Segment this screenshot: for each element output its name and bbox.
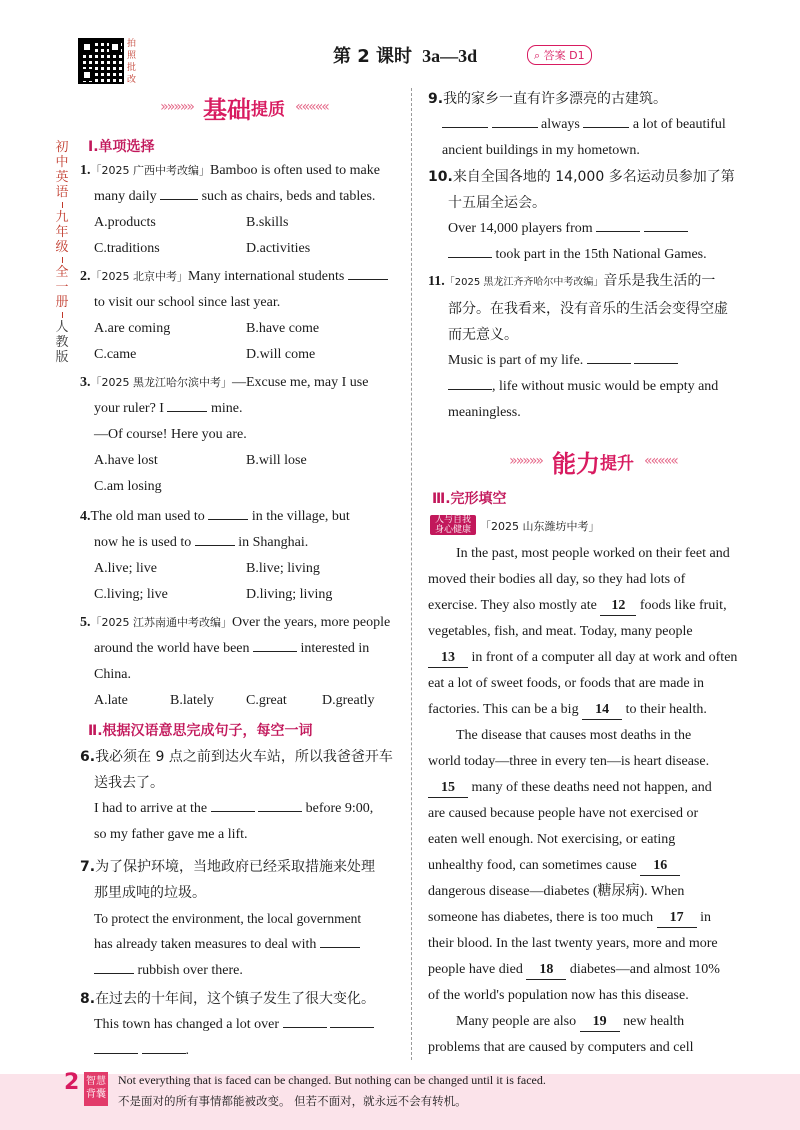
cloze-blank-13[interactable]: 13	[428, 649, 468, 668]
question-9: 9.我的家乡一直有许多漂亮的古建筑。 always a lot of beautiful ancient buildings in my hometown.	[428, 91, 726, 158]
part-title-multiple-choice: Ⅰ.单项选择	[88, 139, 155, 155]
wisdom-label: 智慧背囊	[84, 1072, 108, 1106]
quote-chinese: 不是面对的所有事情都能被改变。 但若不面对，就永远不会有转机。	[118, 1094, 467, 1108]
cloze-passage: In the past, most people worked on their feet and moved their bodies all day, so they had lots of exercise. They also mostly ate 12 foods like fruit, vegetables, fish, and meat. Today, many people 13 in front of a computer all day at work and often eat a lot of sweet foods, or foods that are made in factories. This can be a big 14 to their health. The disease that causes most deaths in the world today—three in every ten—is heart disease. 15 many of these deaths need not happen, and are caused because people have not exercised or eaten well enough. Not exercising, or eating unhealthy food, can sometimes cause 16 dangerous disease—diabetes (糖尿病). When someone has diabetes, there is too much 17 in their blood. In the last twenty years, more and more people have died 18 diabetes—and almost 10% of the world's population now has this disease. Many people are also 19 new health problems that are caused by computers and cell	[428, 546, 738, 1055]
part-title-cloze: Ⅲ.完形填空	[432, 491, 507, 507]
page-number: 2	[64, 1070, 80, 1095]
cloze-blank-14[interactable]: 14	[582, 701, 622, 720]
cloze-blank-18[interactable]: 18	[526, 961, 566, 980]
quote-english: Not everything that is faced can be changed. But nothing can be changed until it is faced.	[118, 1073, 546, 1087]
option-d[interactable]: D.activities	[246, 241, 311, 256]
qr-code-icon[interactable]	[78, 38, 124, 84]
option-c[interactable]: C.came	[94, 347, 137, 362]
answer-reference-badge[interactable]: ⌕ 答案 D1	[527, 45, 592, 65]
question-6: 6.我必须在 9 点之前到达火车站，所以我爸爸开车 送我去了。 I had to arrive at the before 9:00, so my father gave me a lift.	[80, 749, 393, 842]
question-7: 7.为了保护环境，当地政府已经采取措施来处理 那里成吨的垃圾。 To protect the environment, the local government has already taken measures to deal with rubbish over there.	[80, 859, 376, 978]
question-8: 8.在过去的十年间，这个镇子发生了很大变化。 This town has changed a lot over .	[80, 991, 376, 1058]
lesson-title: 第 2 课时 3a—3d	[333, 46, 478, 67]
column-divider	[411, 88, 412, 1060]
cloze-blank-12[interactable]: 12	[600, 597, 636, 616]
option-b[interactable]: B.live; living	[246, 561, 320, 576]
option-a[interactable]: A.have lost	[94, 453, 158, 468]
option-c[interactable]: C.great	[246, 693, 287, 708]
cloze-blank-19[interactable]: 19	[580, 1013, 620, 1032]
option-b[interactable]: B.skills	[246, 215, 289, 230]
question-11: 11.「2025 黑龙江齐齐哈尔中考改编」音乐是我生活的一 部分。在我看来，没有音乐的生活会变得空虚 而无意义。 Music is part of my life. , life without music would be empty and meaningless.	[428, 273, 728, 420]
arrow-decoration-icon: «««««	[295, 99, 328, 115]
theme-label: 人与自我 身心健康	[430, 515, 476, 535]
section-banner-ability: »»»»» 能力 提升 «««««	[509, 449, 677, 478]
section-banner-basic: »»»»» 基础 提质 «««««	[160, 95, 328, 124]
question-5: 5.「2025 江苏南通中考改编」Over the years, more people around the world have been interested in China. A.late B.lately C.great D.greatly	[80, 610, 410, 714]
option-d[interactable]: D.greatly	[322, 693, 375, 708]
option-a[interactable]: A.are coming	[94, 321, 171, 336]
cloze-source-tag: 「2025 山东潍坊中考」	[480, 520, 600, 533]
arrow-decoration-icon: «««««	[644, 453, 677, 469]
cloze-blank-17[interactable]: 17	[657, 909, 697, 928]
option-d[interactable]: D.will come	[246, 347, 316, 362]
option-c[interactable]: C.living; live	[94, 587, 168, 602]
cloze-blank-15[interactable]: 15	[428, 779, 468, 798]
option-c[interactable]: C.am losing	[94, 479, 162, 494]
question-10: 10.来自全国各地的 14,000 多名运动员参加了第 十五届全运会。 Over 14,000 players from took part in the 15th National Games.	[428, 169, 735, 262]
question-2: 2.「2025 北京中考」Many international students to visit our school since last year. A.are coming B.have come C.came D.will come	[80, 264, 410, 368]
option-b[interactable]: B.will lose	[246, 453, 307, 468]
option-b[interactable]: B.have come	[246, 321, 320, 336]
option-c[interactable]: C.traditions	[94, 241, 160, 256]
option-a[interactable]: A.live; live	[94, 561, 157, 576]
option-a[interactable]: A.products	[94, 215, 156, 230]
arrow-decoration-icon: »»»»»	[160, 99, 193, 115]
qr-label: 拍照批改	[127, 39, 137, 85]
question-3: 3.「2025 黑龙江哈尔滨中考」—Excuse me, may I use your ruler? I mine. —Of course! Here you are. A.have lost B.will lose C.am losing	[80, 375, 369, 494]
book-info-sidebar: 初中英语 九年级 全一册 人教版	[55, 140, 69, 365]
option-b[interactable]: B.lately	[170, 693, 214, 708]
option-d[interactable]: D.living; living	[246, 587, 333, 602]
cloze-blank-16[interactable]: 16	[640, 857, 680, 876]
question-1: 1.「2025 广西中考改编」Bamboo is often used to make many daily such as chairs, beds and tables. A.products B.skills C.traditions D.activities	[80, 158, 410, 262]
part-title-translation: Ⅱ.根据汉语意思完成句子，每空一词	[88, 723, 313, 739]
arrow-decoration-icon: »»»»»	[509, 453, 542, 469]
option-a[interactable]: A.late	[94, 693, 128, 708]
question-4: 4.The old man used to in the village, but now he is used to in Shanghai. A.live; live B.live; living C.living; live D.living; living	[80, 504, 410, 608]
